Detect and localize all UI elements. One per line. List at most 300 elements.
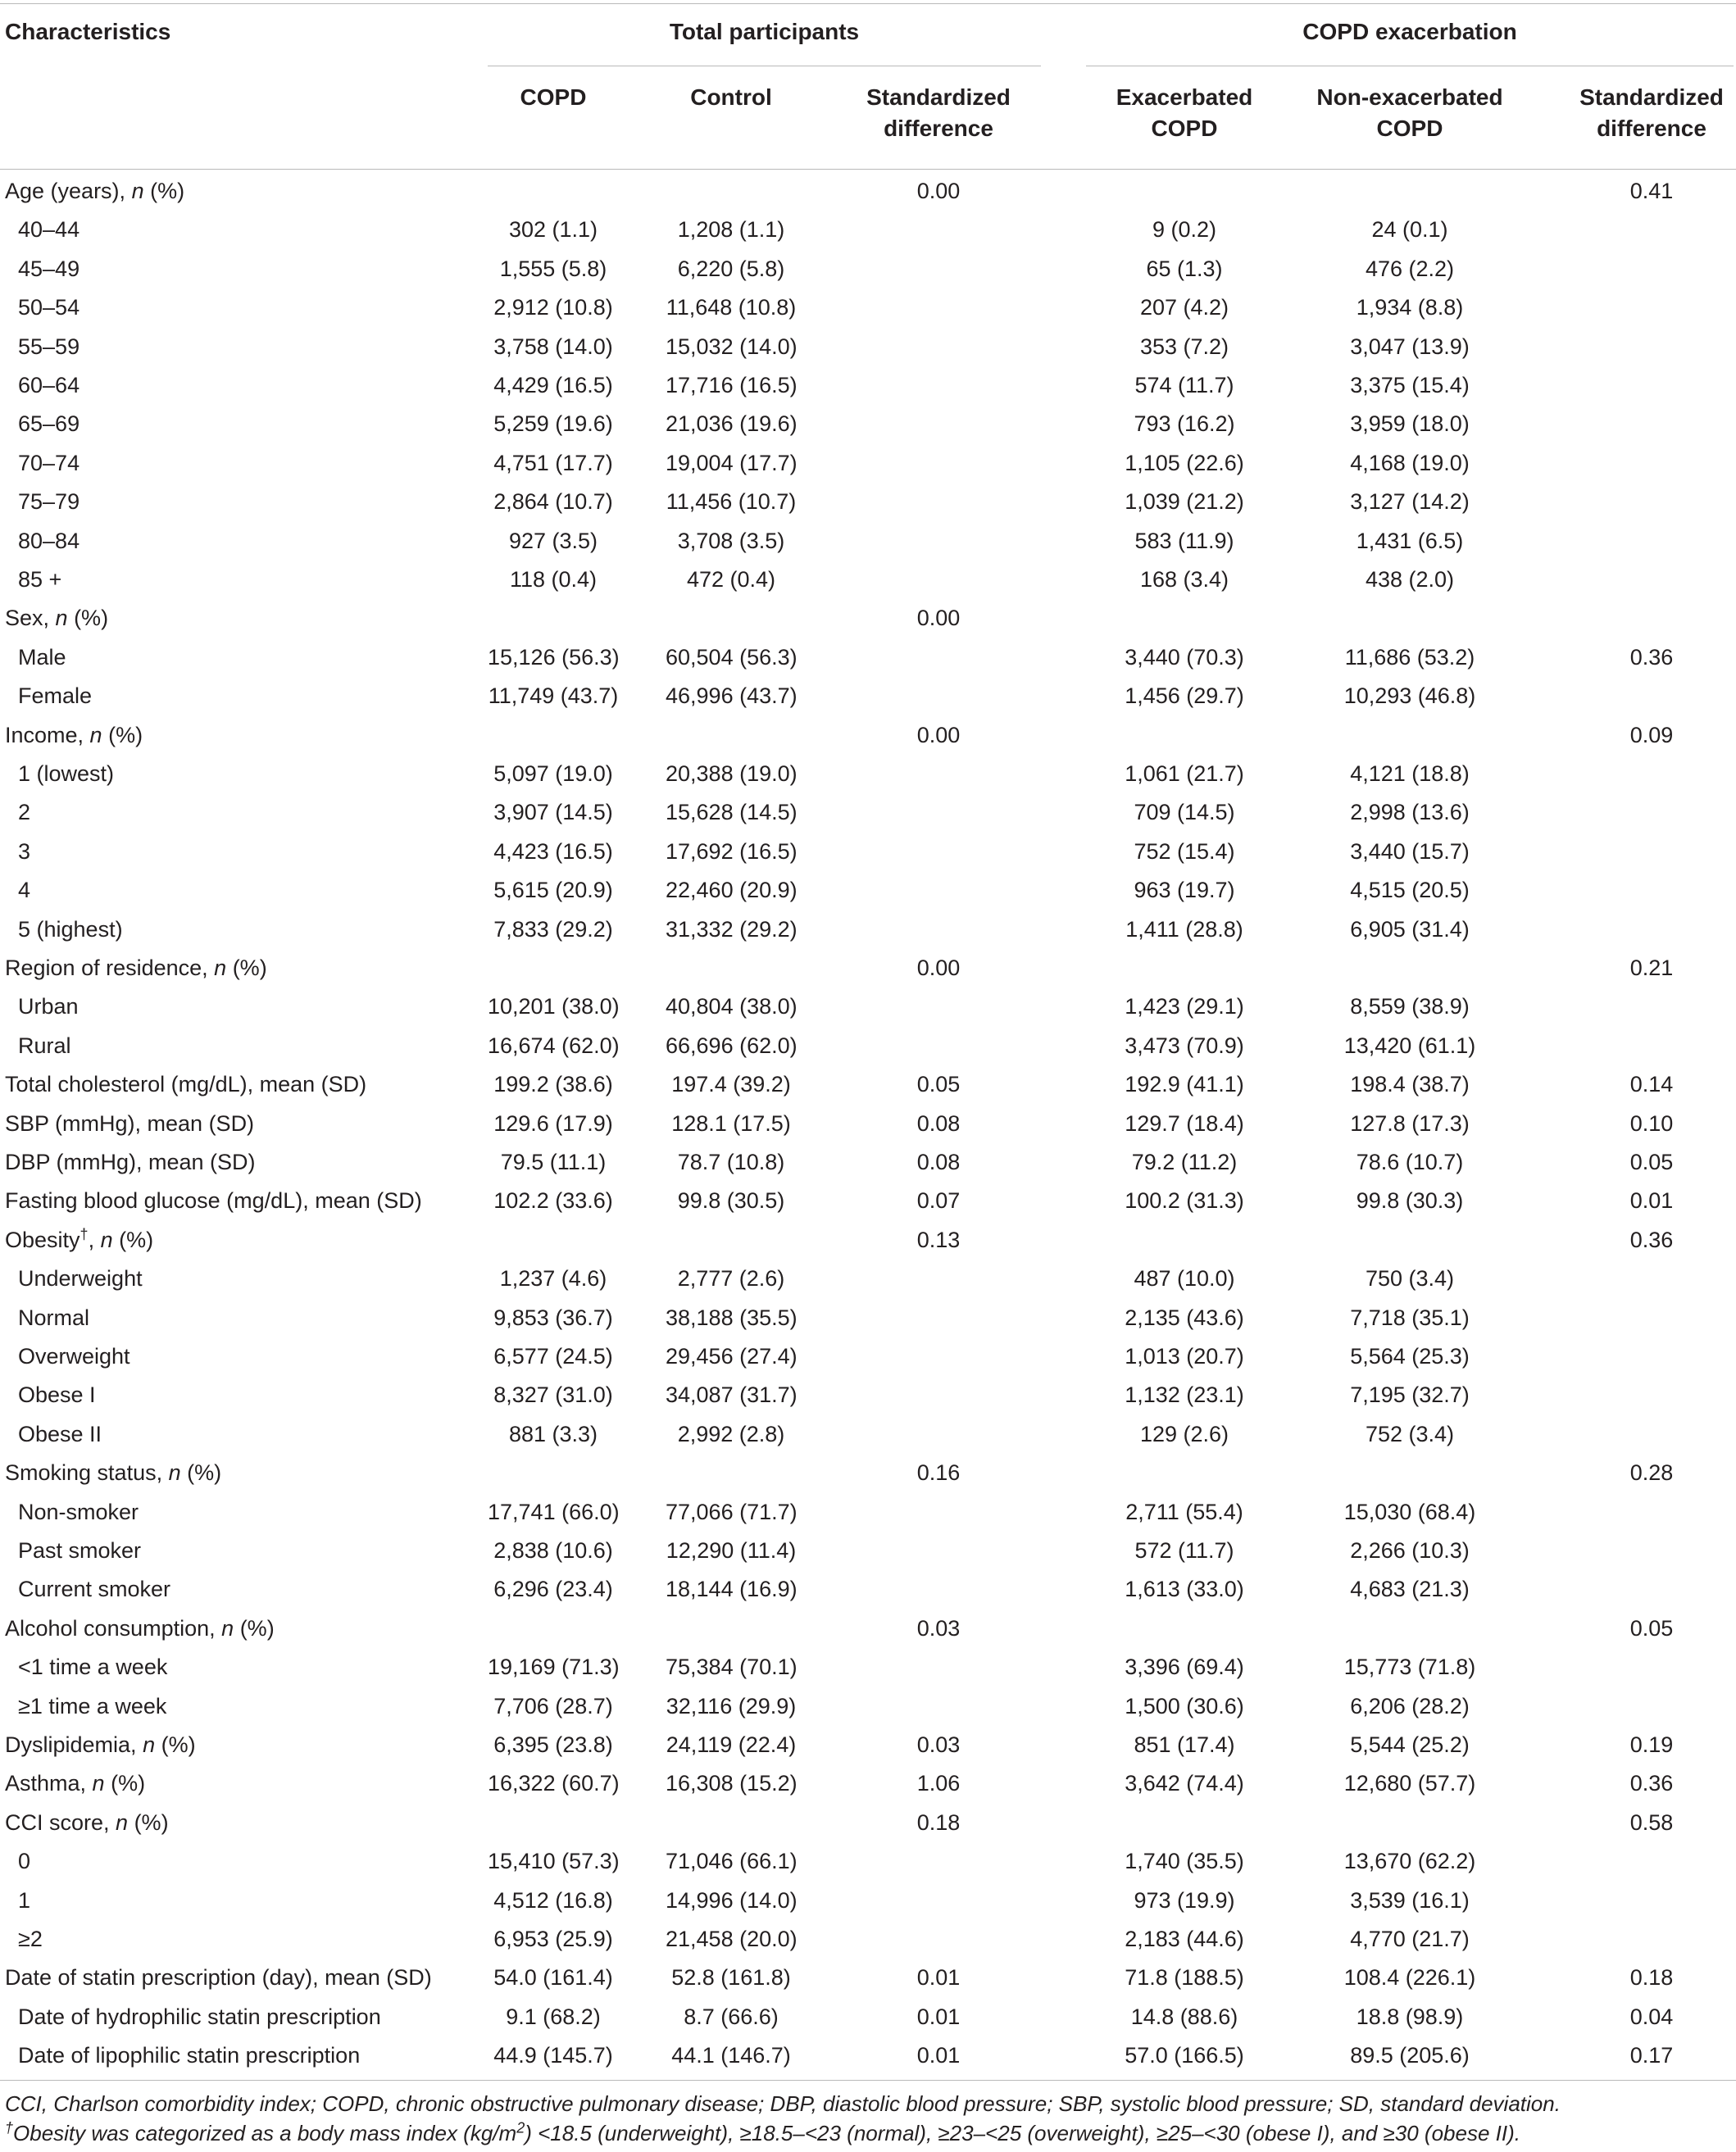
cell-exacerbated: 3,473 (70.9) [1125, 1033, 1244, 1058]
table-row [0, 793, 1736, 832]
table-row [0, 1260, 1736, 1298]
cell-exacerbated: 583 (11.9) [1134, 528, 1234, 553]
row-label: Asthma, n (%) [5, 1771, 146, 1796]
header-col-control: Control [690, 84, 772, 110]
cell-exacerbated: 2,711 (55.4) [1125, 1499, 1243, 1524]
cell-control: 71,046 (66.1) [666, 1849, 798, 1874]
table-row [0, 1454, 1736, 1492]
table-row [0, 522, 1736, 561]
cell-control: 15,628 (14.5) [666, 800, 798, 825]
cell-exacerbated: 168 (3.4) [1139, 567, 1229, 592]
cell-exacerbated: 487 (10.0) [1134, 1266, 1235, 1292]
cell-std-diff-exacerbation [1574, 288, 1729, 327]
table-row [0, 2036, 1736, 2075]
row-label: <1 time a week [18, 1655, 168, 1680]
cell-non-exacerbated: 89.5 (205.6) [1350, 2043, 1470, 2068]
cell-copd: 79.5 (11.1) [500, 1150, 607, 1174]
cell-non-exacerbated: 6,206 (28.2) [1350, 1693, 1470, 1718]
cell-non-exacerbated: 3,539 (16.1) [1350, 1887, 1470, 1913]
cell-std-diff-exacerbation: 0.36 [1629, 1227, 1674, 1252]
table-row [0, 250, 1736, 288]
cell-std-diff-total [857, 910, 1020, 949]
cell-std-diff-exacerbation [1574, 599, 1729, 638]
cell-control: 8.7 (66.6) [684, 2004, 779, 2029]
row-label: SBP (mmHg), mean (SD) [5, 1110, 255, 1136]
row-label: 70–74 [18, 450, 80, 475]
cell-exacerbated: 1,500 (30.6) [1125, 1693, 1244, 1718]
cell-exacerbated: 65 (1.3) [1146, 256, 1223, 281]
cell-std-diff-exacerbation [1574, 1493, 1729, 1532]
cell-std-diff-total [857, 250, 1020, 288]
table-row [0, 288, 1736, 327]
cell-copd: 6,953 (25.9) [493, 1927, 613, 1951]
table-row [0, 910, 1736, 949]
row-label: Non-smoker [18, 1499, 139, 1524]
header-col-non-exacerbated: Non-exacerbated COPD [1316, 84, 1503, 141]
cell-std-diff-total: 0.07 [916, 1188, 961, 1214]
cell-control: 34,087 (31.7) [666, 1382, 798, 1408]
cell-std-diff-total [857, 1882, 1020, 1920]
cell-std-diff-total [857, 1299, 1020, 1337]
cell-std-diff-total: 0.08 [916, 1110, 961, 1136]
cell-std-diff-exacerbation [1574, 871, 1729, 910]
table-row [0, 1337, 1736, 1376]
cell-std-diff-exacerbation [1574, 366, 1729, 405]
cell-control: 77,066 (71.7) [666, 1499, 798, 1524]
cell-control [666, 1609, 797, 1648]
table-row [0, 483, 1736, 521]
cell-std-diff-exacerbation [1574, 211, 1729, 249]
cell-copd [488, 1221, 619, 1260]
cell-copd: 5,097 (19.0) [493, 761, 613, 786]
cell-std-diff-total [857, 871, 1020, 910]
cell-exacerbated [1107, 1609, 1262, 1648]
cell-non-exacerbated: 13,670 (62.2) [1343, 1849, 1476, 1874]
cell-exacerbated: 1,613 (33.0) [1125, 1577, 1244, 1602]
cell-std-diff-total [857, 677, 1020, 715]
cell-std-diff-exacerbation: 0.01 [1629, 1188, 1674, 1214]
row-label: 40–44 [18, 217, 80, 243]
cell-std-diff-exacerbation [1574, 328, 1729, 366]
row-label: Alcohol consumption, n (%) [5, 1615, 275, 1641]
cell-std-diff-total: 0.01 [916, 1965, 961, 1991]
cell-std-diff-total: 1.06 [916, 1771, 961, 1796]
cell-copd: 8,327 (31.0) [493, 1382, 613, 1408]
cell-control: 40,804 (38.0) [666, 994, 798, 1019]
cell-exacerbated: 1,013 (20.7) [1125, 1344, 1244, 1369]
cell-std-diff-exacerbation: 0.04 [1629, 2004, 1674, 2029]
cell-std-diff-total: 0.01 [916, 2004, 961, 2029]
row-label: Income, n (%) [5, 722, 143, 747]
cell-control: 3,708 (3.5) [677, 528, 785, 553]
cell-std-diff-exacerbation [1574, 1376, 1729, 1414]
cell-exacerbated: 14.8 (88.6) [1130, 2004, 1238, 2029]
table-row [0, 405, 1736, 443]
cell-std-diff-exacerbation: 0.19 [1629, 1732, 1674, 1757]
cell-exacerbated: 752 (15.4) [1134, 838, 1235, 864]
cell-control: 20,388 (19.0) [666, 761, 798, 786]
cell-std-diff-exacerbation [1574, 793, 1729, 832]
cell-copd: 129.6 (17.9) [493, 1110, 613, 1136]
table-row [0, 1143, 1736, 1182]
row-label: 5 (highest) [18, 916, 123, 942]
table-row [0, 366, 1736, 405]
cell-control: 46,996 (43.7) [666, 683, 798, 709]
cell-std-diff-exacerbation [1574, 1532, 1729, 1570]
cell-non-exacerbated: 99.8 (30.3) [1356, 1188, 1464, 1214]
cell-copd [488, 1804, 619, 1842]
cell-exacerbated: 129.7 (18.4) [1125, 1110, 1244, 1136]
cell-std-diff-total [857, 1493, 1020, 1532]
cell-control: 21,036 (19.6) [666, 411, 798, 437]
cell-std-diff-exacerbation [1574, 755, 1729, 793]
cell-non-exacerbated: 1,431 (6.5) [1356, 528, 1464, 553]
cell-copd: 6,296 (23.4) [493, 1577, 613, 1602]
cell-exacerbated: 572 (11.7) [1134, 1538, 1234, 1563]
header-total-participants: Total participants [669, 19, 860, 44]
row-label: Past smoker [18, 1538, 142, 1563]
table-row [0, 1027, 1736, 1065]
row-label: Age (years), n (%) [5, 179, 185, 203]
cell-non-exacerbated: 4,168 (19.0) [1350, 450, 1470, 475]
cell-copd: 4,429 (16.5) [493, 373, 613, 397]
cell-copd: 16,674 (62.0) [488, 1033, 620, 1058]
cell-copd: 15,410 (57.3) [488, 1849, 620, 1874]
cell-exacerbated [1107, 599, 1262, 638]
cell-exacerbated [1107, 1221, 1262, 1260]
cell-exacerbated [1107, 1804, 1262, 1842]
table-row [0, 599, 1736, 638]
cell-control: 197.4 (39.2) [671, 1072, 791, 1097]
cell-std-diff-total [857, 1337, 1020, 1376]
cell-control: 128.1 (17.5) [671, 1110, 791, 1136]
cell-std-diff-total [857, 793, 1020, 832]
cell-control: 60,504 (56.3) [666, 644, 798, 670]
cell-std-diff-exacerbation: 0.41 [1629, 179, 1674, 203]
cell-exacerbated: 1,740 (35.5) [1125, 1849, 1244, 1874]
cell-copd: 17,741 (66.0) [488, 1499, 620, 1524]
cell-exacerbated: 1,411 (28.8) [1125, 916, 1243, 942]
cell-std-diff-total [857, 1687, 1020, 1726]
table-row [0, 172, 1736, 211]
cell-exacerbated: 3,642 (74.4) [1125, 1771, 1244, 1796]
row-label: DBP (mmHg), mean (SD) [5, 1150, 256, 1174]
row-label: Female [18, 683, 93, 709]
cell-std-diff-total [857, 1648, 1020, 1687]
row-label: ≥1 time a week [18, 1693, 167, 1718]
cell-std-diff-exacerbation [1574, 1299, 1729, 1337]
cell-copd: 9.1 (68.2) [506, 2004, 601, 2029]
cell-control: 17,692 (16.5) [666, 838, 798, 864]
row-label: Smoking status, n (%) [5, 1460, 222, 1486]
cell-copd: 6,577 (24.5) [493, 1344, 613, 1369]
cell-std-diff-exacerbation [1574, 1687, 1729, 1726]
table-row [0, 1065, 1736, 1104]
table-row [0, 1959, 1736, 1997]
cell-copd [488, 1454, 619, 1492]
cell-copd: 11,749 (43.7) [488, 683, 619, 709]
row-label: ≥2 [18, 1927, 43, 1951]
cell-copd: 19,169 (71.3) [488, 1655, 620, 1680]
row-label: Underweight [18, 1266, 143, 1292]
cell-non-exacerbated: 127.8 (17.3) [1350, 1110, 1470, 1136]
cell-copd: 2,912 (10.8) [493, 295, 613, 320]
table-row [0, 1687, 1736, 1726]
cell-std-diff-exacerbation [1574, 250, 1729, 288]
cell-copd: 4,512 (16.8) [493, 1887, 613, 1913]
cell-non-exacerbated: 2,998 (13.6) [1350, 800, 1470, 825]
cell-exacerbated [1107, 172, 1262, 211]
cell-copd: 302 (1.1) [508, 217, 598, 243]
table-row [0, 1105, 1736, 1143]
cell-non-exacerbated: 438 (2.0) [1365, 567, 1455, 592]
cell-std-diff-total [857, 1532, 1020, 1570]
table-row [0, 638, 1736, 677]
cell-std-diff-exacerbation: 0.09 [1629, 722, 1674, 747]
cell-control: 22,460 (20.9) [666, 878, 798, 903]
cell-control: 29,456 (27.4) [666, 1344, 798, 1369]
cell-std-diff-exacerbation [1574, 1882, 1729, 1920]
header-col-std-diff-2: Standardized difference [1579, 84, 1724, 141]
cell-std-diff-total [857, 755, 1020, 793]
cell-std-diff-exacerbation [1574, 405, 1729, 443]
cell-control: 24,119 (22.4) [666, 1732, 797, 1757]
cell-std-diff-exacerbation [1574, 1842, 1729, 1881]
table-row [0, 871, 1736, 910]
cell-copd [488, 1609, 619, 1648]
header-copd-exacerbation: COPD exacerbation [1302, 19, 1517, 44]
cell-control: 17,716 (16.5) [666, 373, 798, 397]
header-col-copd: COPD [520, 84, 587, 110]
row-label: Sex, n (%) [5, 606, 109, 631]
cell-non-exacerbated: 5,564 (25.3) [1350, 1344, 1470, 1369]
cell-non-exacerbated: 3,375 (15.4) [1350, 373, 1470, 397]
table-row [0, 1609, 1736, 1648]
cell-std-diff-total [857, 1842, 1020, 1881]
row-label: Normal [18, 1305, 90, 1330]
table-row [0, 1493, 1736, 1532]
cell-copd: 3,758 (14.0) [493, 334, 613, 359]
cell-copd [488, 599, 619, 638]
row-label: Current smoker [18, 1577, 171, 1602]
cell-std-diff-total [857, 328, 1020, 366]
cell-non-exacerbated: 752 (3.4) [1365, 1421, 1455, 1446]
row-label: Date of statin prescription (day), mean (SD) [5, 1965, 432, 1991]
cell-non-exacerbated: 2,266 (10.3) [1350, 1538, 1470, 1563]
cell-control: 75,384 (70.1) [666, 1655, 798, 1680]
cell-std-diff-total [857, 987, 1020, 1026]
table-row [0, 1726, 1736, 1764]
cell-std-diff-exacerbation [1574, 1415, 1729, 1454]
cell-non-exacerbated: 5,544 (25.2) [1350, 1732, 1470, 1757]
cell-exacerbated: 1,039 (21.2) [1125, 489, 1244, 515]
cell-exacerbated: 100.2 (31.3) [1125, 1188, 1244, 1214]
cell-non-exacerbated: 3,127 (14.2) [1350, 489, 1470, 515]
cell-control: 6,220 (5.8) [677, 256, 785, 281]
cell-non-exacerbated [1328, 172, 1492, 211]
cell-control: 52.8 (161.8) [671, 1965, 791, 1991]
cell-std-diff-total [857, 1570, 1020, 1609]
cell-control [666, 716, 797, 755]
cell-exacerbated: 963 (19.7) [1134, 878, 1235, 903]
cell-exacerbated: 1,105 (22.6) [1125, 450, 1244, 475]
cell-copd: 44.9 (145.7) [493, 2043, 613, 2068]
row-label: 85 + [18, 567, 62, 592]
cell-control: 38,188 (35.5) [666, 1305, 798, 1330]
row-label: 3 [18, 838, 31, 864]
cell-std-diff-total [857, 1920, 1020, 1959]
cell-std-diff-exacerbation [1574, 1920, 1729, 1959]
table-row [0, 1221, 1736, 1260]
cell-non-exacerbated: 476 (2.2) [1365, 256, 1455, 281]
table-top-rule [0, 3, 1736, 4]
cell-std-diff-total: 0.03 [916, 1615, 961, 1641]
cell-non-exacerbated [1328, 1609, 1492, 1648]
cell-exacerbated: 57.0 (166.5) [1125, 2043, 1244, 2068]
cell-std-diff-exacerbation: 0.14 [1629, 1072, 1674, 1097]
row-label: Region of residence, n (%) [5, 956, 267, 980]
cell-exacerbated [1107, 716, 1262, 755]
row-label: 0 [18, 1849, 31, 1874]
cell-non-exacerbated: 198.4 (38.7) [1350, 1072, 1470, 1097]
header-col-exacerbated: Exacerbated COPD [1116, 84, 1253, 141]
cell-control [666, 599, 797, 638]
cell-non-exacerbated [1328, 1454, 1492, 1492]
cell-std-diff-total: 0.05 [916, 1072, 961, 1097]
cell-std-diff-exacerbation: 0.17 [1629, 2043, 1674, 2068]
table-row [0, 1882, 1736, 1920]
row-label: CCI score, n (%) [5, 1809, 169, 1835]
cell-exacerbated: 129 (2.6) [1139, 1421, 1229, 1446]
table-row [0, 716, 1736, 755]
cell-non-exacerbated: 3,959 (18.0) [1350, 411, 1470, 437]
cell-non-exacerbated: 6,905 (31.4) [1350, 916, 1470, 942]
cell-std-diff-exacerbation [1574, 910, 1729, 949]
cell-non-exacerbated [1328, 599, 1492, 638]
cell-std-diff-exacerbation [1574, 833, 1729, 871]
cell-std-diff-total [857, 522, 1020, 561]
cell-control: 66,696 (62.0) [666, 1033, 798, 1058]
cell-copd: 2,838 (10.6) [493, 1538, 613, 1563]
cell-copd: 16,322 (60.7) [488, 1771, 620, 1796]
cell-copd: 7,706 (28.7) [493, 1693, 613, 1718]
cell-non-exacerbated: 4,683 (21.3) [1350, 1577, 1470, 1602]
cell-std-diff-total [857, 561, 1020, 599]
row-label: Male [18, 644, 66, 670]
cell-control: 2,992 (2.8) [677, 1421, 785, 1446]
cell-std-diff-exacerbation: 0.21 [1629, 956, 1674, 980]
cell-exacerbated: 1,061 (21.7) [1125, 761, 1244, 786]
table-bottom-rule [0, 2080, 1736, 2081]
cell-copd: 3,907 (14.5) [493, 800, 613, 825]
table-row [0, 677, 1736, 715]
row-label: 55–59 [18, 334, 80, 359]
cell-copd: 7,833 (29.2) [493, 916, 613, 942]
cell-std-diff-total: 0.18 [916, 1809, 961, 1835]
cell-control: 11,648 (10.8) [666, 295, 797, 320]
row-label: 1 (lowest) [18, 761, 115, 786]
cell-non-exacerbated: 15,773 (71.8) [1343, 1655, 1476, 1680]
row-label: 80–84 [18, 528, 80, 553]
cell-control [666, 1804, 797, 1842]
cell-non-exacerbated: 4,515 (20.5) [1350, 878, 1470, 903]
cell-copd: 9,853 (36.7) [493, 1305, 613, 1330]
cell-std-diff-total: 0.03 [916, 1732, 961, 1757]
cell-std-diff-exacerbation: 0.05 [1629, 1615, 1674, 1641]
cell-std-diff-exacerbation [1574, 1648, 1729, 1687]
cell-std-diff-exacerbation [1574, 1337, 1729, 1376]
cell-std-diff-total [857, 1260, 1020, 1298]
cell-control: 19,004 (17.7) [666, 450, 798, 475]
cell-exacerbated: 79.2 (11.2) [1131, 1150, 1238, 1174]
cell-std-diff-total [857, 483, 1020, 521]
cell-control: 12,290 (11.4) [666, 1538, 797, 1563]
cell-non-exacerbated [1328, 716, 1492, 755]
cell-exacerbated: 2,135 (43.6) [1125, 1305, 1244, 1330]
cell-std-diff-exacerbation [1574, 561, 1729, 599]
row-label: Total cholesterol (mg/dL), mean (SD) [5, 1072, 367, 1097]
cell-copd: 4,751 (17.7) [493, 450, 613, 475]
cell-std-diff-total [857, 1415, 1020, 1454]
row-label: 60–64 [18, 373, 80, 397]
table-row [0, 1998, 1736, 2036]
table-row [0, 1182, 1736, 1220]
cell-copd: 927 (3.5) [508, 528, 598, 553]
cell-copd [488, 949, 619, 987]
cell-std-diff-exacerbation [1574, 987, 1729, 1026]
table-row [0, 949, 1736, 987]
cell-exacerbated: 9 (0.2) [1152, 217, 1217, 243]
cell-std-diff-exacerbation [1574, 677, 1729, 715]
table-row [0, 1648, 1736, 1687]
cell-std-diff-exacerbation [1574, 444, 1729, 483]
cell-control: 15,032 (14.0) [666, 334, 798, 359]
cell-std-diff-exacerbation: 0.36 [1629, 644, 1674, 670]
cell-non-exacerbated: 10,293 (46.8) [1343, 683, 1476, 709]
row-label: 1 [18, 1887, 31, 1913]
cell-copd: 1,555 (5.8) [499, 256, 607, 281]
cell-std-diff-exacerbation: 0.28 [1629, 1460, 1674, 1486]
cell-std-diff-total: 0.13 [916, 1227, 961, 1252]
cell-non-exacerbated: 4,121 (18.8) [1350, 761, 1470, 786]
table-row [0, 1532, 1736, 1570]
row-label: Fasting blood glucose (mg/dL), mean (SD) [5, 1188, 422, 1214]
row-label: Date of lipophilic statin prescription [18, 2043, 361, 2068]
cell-non-exacerbated [1328, 1221, 1492, 1260]
cell-non-exacerbated: 8,559 (38.9) [1350, 994, 1470, 1019]
row-label: 50–54 [18, 295, 80, 320]
cell-control [666, 172, 797, 211]
cell-control: 78.7 (10.8) [677, 1150, 785, 1174]
table-row [0, 1376, 1736, 1414]
cell-exacerbated: 3,440 (70.3) [1125, 644, 1244, 670]
cell-control: 11,456 (10.7) [666, 489, 797, 515]
row-label: 75–79 [18, 489, 80, 515]
cell-exacerbated: 793 (16.2) [1134, 411, 1235, 437]
cell-non-exacerbated: 13,420 (61.1) [1343, 1033, 1476, 1058]
footnote-abbreviations: CCI, Charlson comorbidity index; COPD, chronic obstructive pulmonary disease; DBP, diastolic blood pressure; SBP, systolic blood pressure; SD, standard deviation. [5, 2091, 1561, 2116]
cell-exacerbated: 353 (7.2) [1139, 334, 1229, 359]
cell-non-exacerbated: 108.4 (226.1) [1343, 1965, 1476, 1991]
cell-copd: 1,237 (4.6) [499, 1266, 607, 1292]
cell-std-diff-exacerbation: 0.18 [1629, 1965, 1674, 1991]
cell-non-exacerbated: 4,770 (21.7) [1350, 1927, 1470, 1951]
cell-copd: 15,126 (56.3) [488, 644, 620, 670]
cell-non-exacerbated: 11,686 (53.2) [1344, 644, 1475, 670]
header-bottom-rule [0, 169, 1736, 170]
cell-non-exacerbated: 7,718 (35.1) [1350, 1305, 1470, 1330]
cell-exacerbated: 1,423 (29.1) [1125, 994, 1244, 1019]
